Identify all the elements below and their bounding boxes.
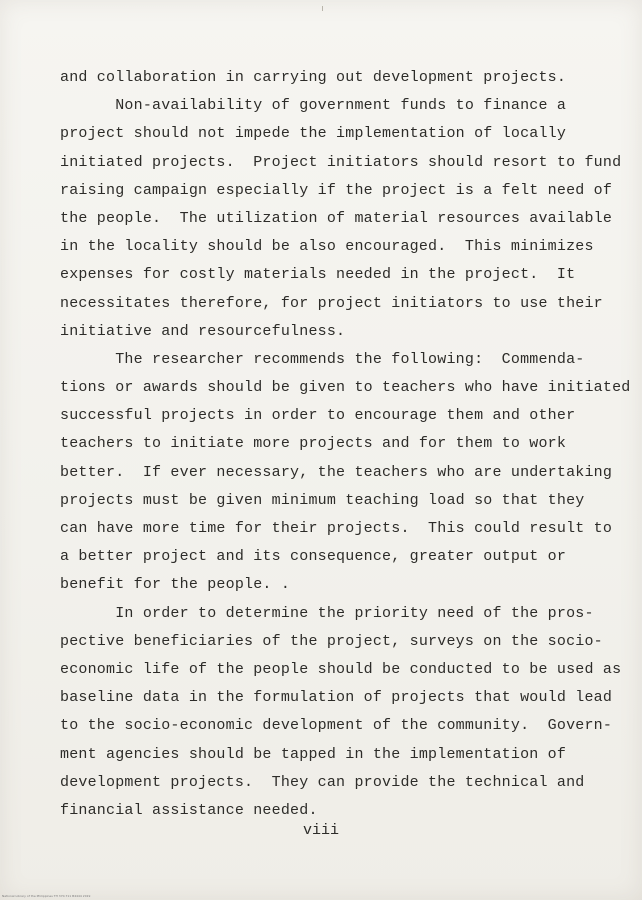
page-number: viii — [302, 822, 339, 839]
text-line: The researcher recommends the following: Commenda- — [60, 350, 585, 368]
text-line: a better project and its consequence, greater output or — [60, 548, 567, 566]
text-line: In order to determine the priority need of the pros- — [60, 604, 594, 622]
text-line: ment agencies should be tapped in the implementation of — [60, 745, 567, 763]
text-line: initiated projects. Project initiators should resort to fund — [60, 153, 622, 171]
text-line: benefit for the people. . — [60, 576, 291, 594]
text-line: Non-availability of government funds to finance a — [60, 97, 567, 115]
text-line: to the socio-economic development of the community. Govern- — [60, 717, 613, 735]
scan-speck — [322, 6, 323, 11]
text-line: necessitates therefore, for project initiators to use their — [60, 294, 603, 312]
text-line: projects must be given minimum teaching load so that they — [60, 491, 585, 509]
scan-footer: National Library of the Philippines TH 370.711 B4444 2019 — [2, 894, 91, 898]
text-line: economic life of the people should be conducted to be used as — [60, 660, 622, 678]
text-line: development projects. They can provide the technical and — [60, 773, 585, 791]
text-line: expenses for costly materials needed in the project. It — [60, 266, 576, 284]
text-line: better. If ever necessary, the teachers who are undertaking — [60, 463, 613, 481]
text-line: teachers to initiate more projects and for them to work — [60, 435, 567, 453]
text-line: successful projects in order to encourage them and other — [60, 407, 576, 425]
text-line: in the locality should be also encouraged. This minimizes — [60, 238, 594, 256]
text-line: raising campaign especially if the project is a felt need of — [60, 181, 613, 199]
text-line: initiative and resourcefulness. — [60, 322, 346, 340]
text-line: project should not impede the implementation of locally — [60, 125, 567, 143]
text-line: and collaboration in carrying out development projects. — [60, 69, 567, 86]
text-line: can have more time for their projects. This could result to — [60, 520, 613, 537]
text-line: pective beneficiaries of the project, surveys on the socio- — [60, 632, 603, 650]
text-line: financial assistance needed. — [60, 801, 318, 819]
body-text — [60, 64, 631, 825]
text-line: the people. The utilization of material resources available — [60, 209, 613, 227]
text-line: tions or awards should be given to teachers who have initiated — [60, 379, 631, 397]
text-line: baseline data in the formulation of projects that would lead — [60, 689, 613, 707]
